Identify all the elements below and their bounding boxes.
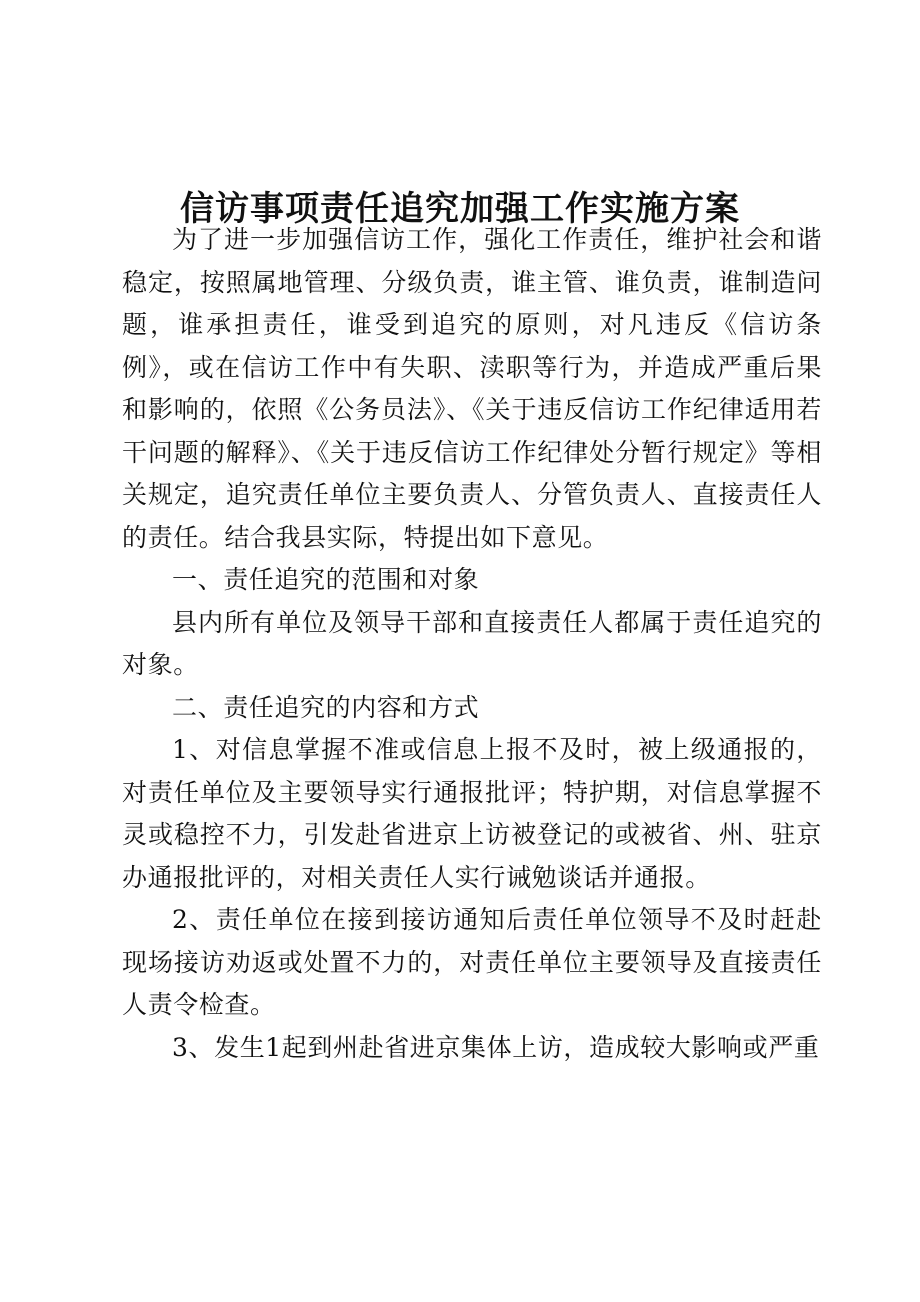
- paragraph-item-2: 2、责任单位在接到接访通知后责任单位领导不及时赶赴现场接访劝返或处置不力的，对责任单位主要领导及直接责任人责令检查。: [122, 905, 822, 1019]
- paragraph-intro: 为了进一步加强信访工作，强化工作责任，维护社会和谐稳定，按照属地管理、分级负责，谁主管、谁负责，谁制造问题，谁承担责任，谁受到追究的原则，对凡违反《信访条例》，或在信访工作中有失职、渎职等行为，并造成严重后果和影响的，依照《公务员法》、《关于违反信访工作纪律适用若干问题的解释》、《关于违反信访工作纪律处分暂行规定》等相关规定，追究责任单位主要负责人、分管负责人、直接责任人的责任。结合我县实际，特提出如下意见。: [122, 225, 822, 552]
- paragraph-scope: 县内所有单位及领导干部和直接责任人都属于责任追究的对象。: [122, 607, 822, 679]
- document-body: [122, 219, 822, 1069]
- section-heading-content: 二、责任追究的内容和方式: [172, 692, 480, 722]
- document-title: 信访事项责任追究加强工作实施方案: [180, 188, 740, 229]
- section-heading-scope: 一、责任追究的范围和对象: [172, 565, 480, 594]
- paragraph-item-3: 3、发生1起到州赴省进京集体上访，造成较大影响或严重: [172, 1032, 820, 1062]
- paragraph-item-1: 1、对信息掌握不准或信息上报不及时，被上级通报的，对责任单位及主要领导实行通报批评；特护期，对信息掌握不灵或稳控不力，引发赴省进京上访被登记的或被省、州、驻京办通报批评的，对相关责任人实行诫勉谈话并通报。: [122, 735, 822, 892]
